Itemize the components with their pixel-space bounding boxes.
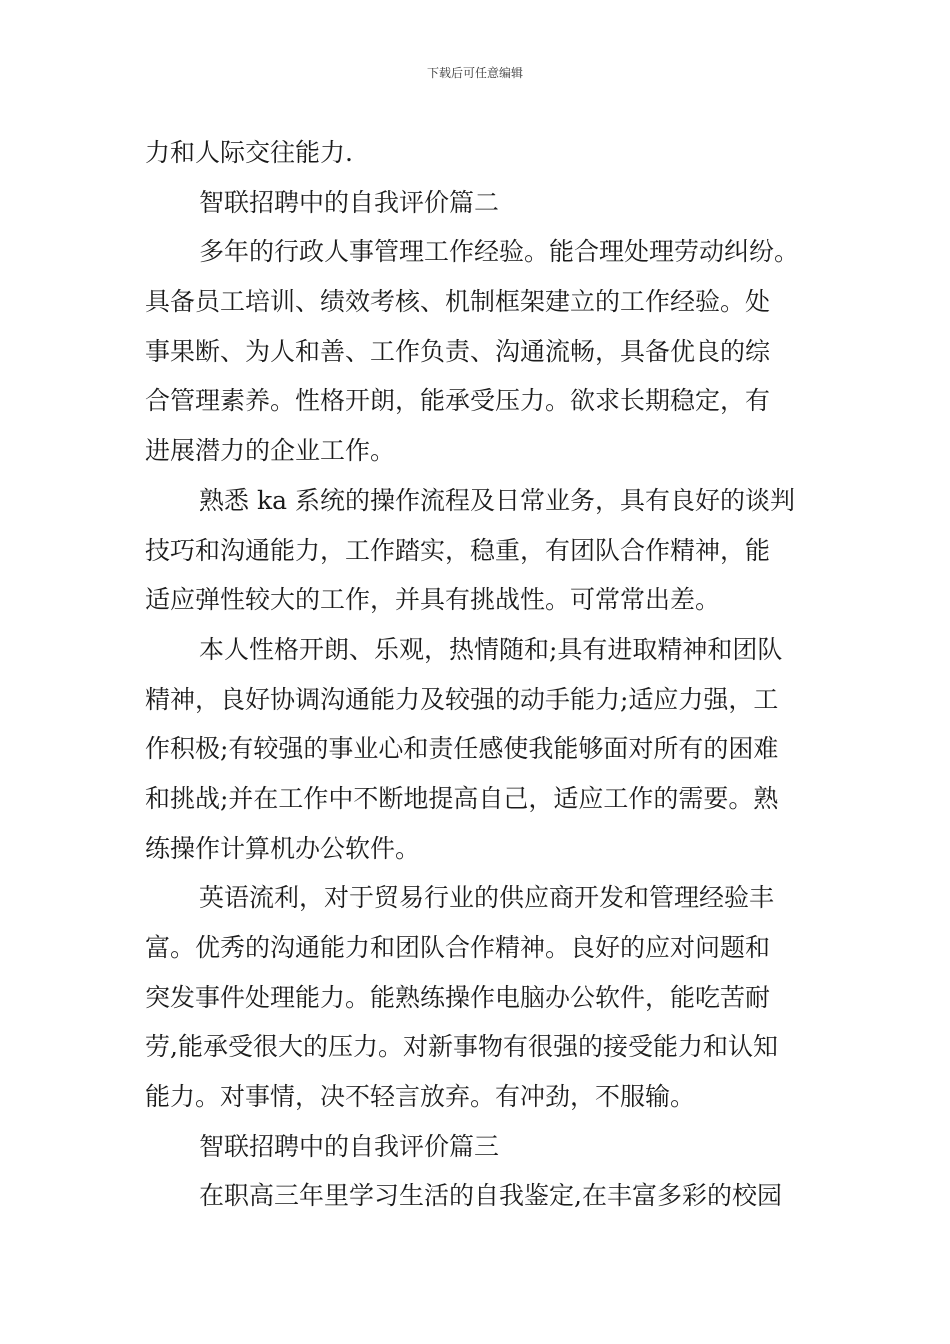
text-line: 练操作计算机办公软件。 [145, 833, 421, 863]
text-line: 和挑战;并在工作中不断地提高自己，适应工作的需要。熟 [145, 783, 779, 813]
text-line: 适应弹性较大的工作，并具有挑战性。可常常出差。 [145, 585, 721, 615]
text-line: 多年的行政人事管理工作经验。能合理处理劳动纠纷。 [199, 237, 800, 267]
text-line: 能力。对事情，决不轻言放弃。有冲劲，不服输。 [145, 1082, 696, 1112]
text-line: 本人性格开朗、乐观，热情随和;具有进取精神和团队 [199, 634, 783, 664]
text-line: 具备员工培训、绩效考核、机制框架建立的工作经验。处 [145, 287, 771, 317]
text-line: 精神，良好协调沟通能力及较强的动手能力;适应力强，工 [145, 684, 779, 714]
text-line: 熟悉 ka 系统的操作流程及日常业务，具有良好的谈判 [199, 485, 795, 515]
text-line: 英语流利，对于贸易行业的供应商开发和管理经验丰 [199, 883, 775, 913]
text-line: 富。优秀的沟通能力和团队合作精神。良好的应对问题和 [145, 933, 771, 962]
text-line: 事果断、为人和善、工作负责、沟通流畅，具备优良的综 [145, 336, 771, 366]
text-line: 进展潜力的企业工作。 [145, 436, 396, 466]
text-line: 在职高三年里学习生活的自我鉴定,在丰富多彩的校园 [199, 1181, 782, 1211]
text-line: 智联招聘中的自我评价篇二 [199, 187, 500, 217]
page-header: 下载后可任意编辑 [426, 66, 523, 80]
document-body [145, 128, 810, 1221]
text-line: 力和人际交往能力. [145, 138, 353, 167]
text-line: 技巧和沟通能力，工作踏实，稳重，有团队合作精神，能 [145, 535, 771, 565]
text-line: 突发事件处理能力。能熟练操作电脑办公软件，能吃苦耐 [145, 982, 771, 1012]
text-line: 劳,能承受很大的压力。对新事物有很强的接受能力和认知 [145, 1032, 778, 1062]
text-line: 智联招聘中的自我评价篇三 [199, 1131, 500, 1161]
text-line: 合管理素养。性格开朗，能承受压力。欲求长期稳定，有 [145, 386, 771, 416]
text-line: 作积极;有较强的事业心和责任感使我能够面对所有的困难 [145, 734, 779, 764]
